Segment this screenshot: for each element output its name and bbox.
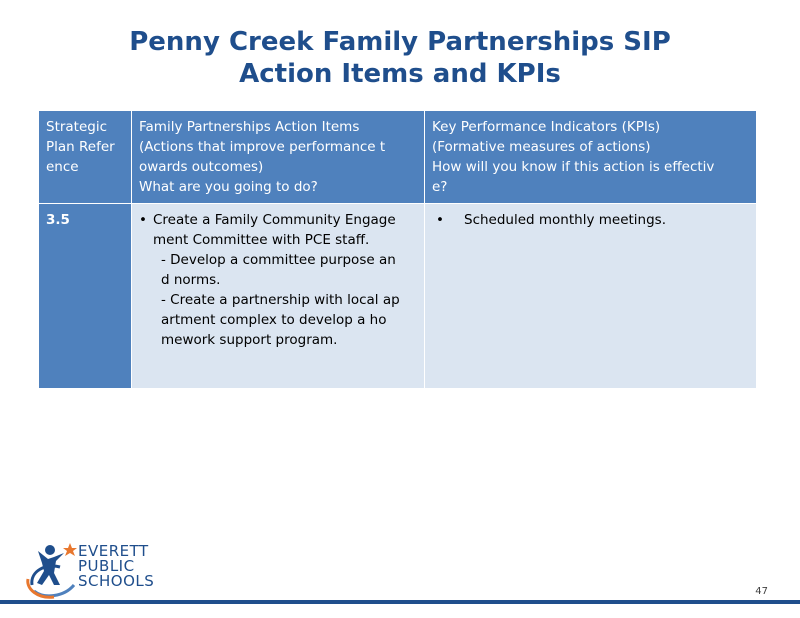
footer-divider — [0, 600, 800, 604]
bullet-icon: • — [139, 212, 147, 228]
header-actions-line: owards outcomes) — [139, 159, 264, 175]
sub-item-partnership-cont: artment complex to develop a ho — [161, 312, 387, 328]
logo-text — [78, 544, 154, 589]
header-action-items — [132, 111, 425, 204]
action-bullet — [139, 210, 417, 230]
row-kpis — [425, 204, 757, 389]
sub-item-purpose-cont: d norms. — [161, 272, 221, 288]
header-kpi-line: e? — [432, 179, 448, 195]
header-ref-line: Plan Refer — [46, 139, 115, 155]
sub-item-partnership-cont: mework support program. — [161, 332, 338, 348]
kpi-text: Scheduled monthly meetings. — [464, 212, 666, 228]
header-kpis — [425, 111, 757, 204]
header-kpi-line: (Formative measures of actions) — [432, 139, 651, 155]
header-ref-line: ence — [46, 159, 79, 175]
logo-line-1: EVERETT — [78, 542, 149, 560]
table-header-row — [39, 111, 757, 204]
row-action-items — [132, 204, 425, 389]
sub-item-purpose: - Develop a committee purpose an — [161, 252, 396, 268]
kpi-bullet — [432, 210, 749, 230]
sub-item-partnership: - Create a partnership with local ap — [161, 292, 400, 308]
action-bullet-text: Create a Family Community Engage — [153, 212, 396, 228]
header-actions-line: (Actions that improve performance t — [139, 139, 386, 155]
logo-line-2: PUBLIC — [78, 557, 135, 575]
action-continuation: ment Committee with PCE staff. — [153, 232, 370, 248]
page-number: 47 — [755, 586, 768, 597]
table-row — [39, 204, 757, 389]
bullet-icon: • — [436, 212, 444, 228]
row-reference: 3.5 — [39, 204, 132, 389]
header-ref-line: Strategic — [46, 119, 108, 135]
header-strategic-plan-reference — [39, 111, 132, 204]
header-kpi-line: Key Performance Indicators (KPIs) — [432, 119, 661, 135]
header-actions-line: Family Partnerships Action Items — [139, 119, 360, 135]
header-kpi-line: How will you know if this action is effectiv — [432, 159, 715, 175]
header-actions-line: What are you going to do? — [139, 179, 318, 195]
title-line-2: Action Items and KPIs — [239, 59, 561, 89]
title-line-1: Penny Creek Family Partnerships SIP — [129, 27, 671, 57]
logo-line-3: SCHOOLS — [78, 572, 155, 590]
action-items-table — [38, 110, 757, 389]
slide-title — [0, 26, 800, 90]
